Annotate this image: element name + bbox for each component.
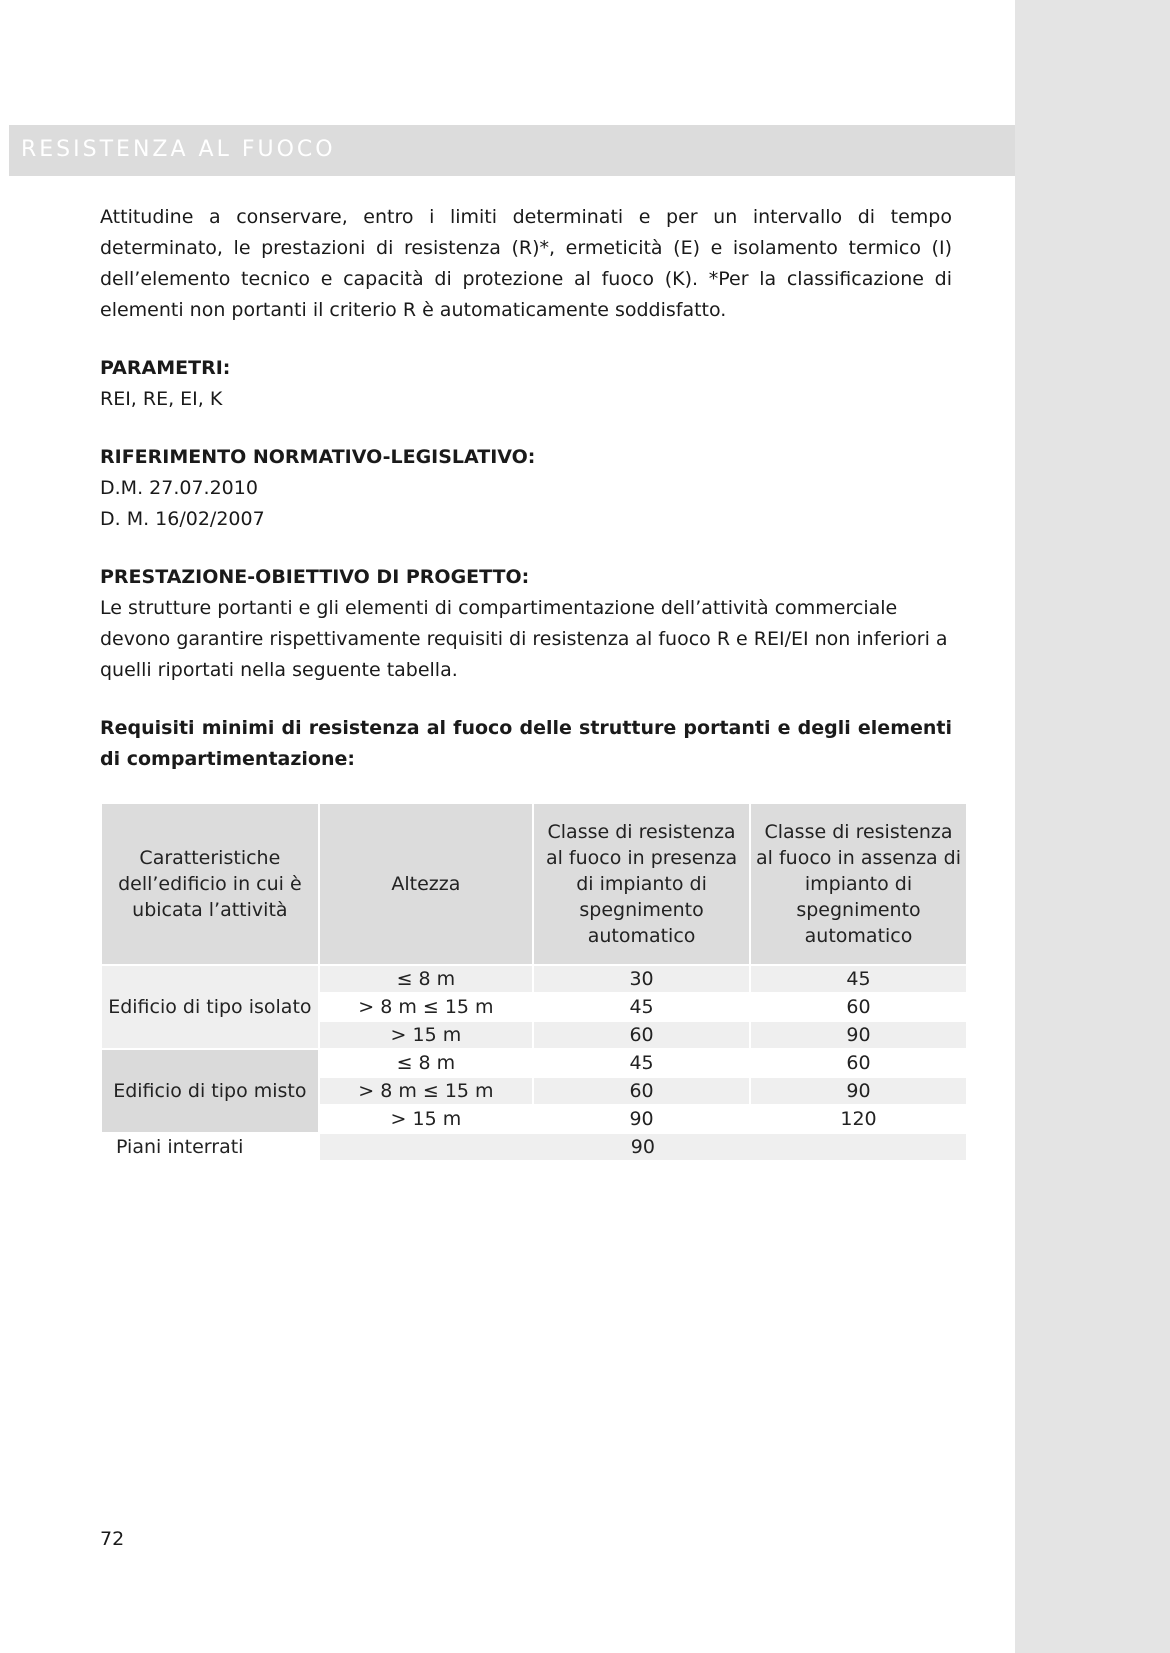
table-row xyxy=(102,1050,966,1076)
value-cell: 60 xyxy=(534,1022,749,1048)
value-cell: 120 xyxy=(751,1106,966,1132)
riferimento-heading: RIFERIMENTO NORMATIVO-LEGISLATIVO: xyxy=(100,446,536,468)
table-header-row xyxy=(102,804,966,964)
value-cell: 90 xyxy=(751,1078,966,1104)
header-cell: Classe di resistenza al fuoco in presenza di impianto di spegnimento automatico xyxy=(534,804,749,964)
footer-label: Piani interrati xyxy=(102,1134,318,1160)
altezza-cell: > 15 m xyxy=(320,1022,532,1048)
content xyxy=(100,202,952,775)
requirements-table xyxy=(100,802,968,1162)
prestazione-heading: PRESTAZIONE-OBIETTIVO DI PROGETTO: xyxy=(100,566,530,588)
altezza-cell: > 8 m ≤ 15 m xyxy=(320,1078,532,1104)
group-label: Edificio di tipo misto xyxy=(102,1050,318,1132)
value-cell: 60 xyxy=(751,994,966,1020)
value-cell: 45 xyxy=(534,1050,749,1076)
table-row xyxy=(102,966,966,992)
header-cell: Altezza xyxy=(320,804,532,964)
section-header xyxy=(9,125,1015,176)
altezza-cell: ≤ 8 m xyxy=(320,1050,532,1076)
page-number: 72 xyxy=(100,1528,125,1550)
value-cell: 45 xyxy=(534,994,749,1020)
section-title: RESISTENZA AL FUOCO xyxy=(21,137,336,162)
value-cell: 90 xyxy=(534,1106,749,1132)
altezza-cell: > 15 m xyxy=(320,1106,532,1132)
table-row xyxy=(102,1134,966,1160)
value-cell: 45 xyxy=(751,966,966,992)
table-title: Requisiti minimi di resistenza al fuoco delle strutture portanti e degli elementi di compartimentazione: xyxy=(100,717,952,770)
side-band xyxy=(1015,0,1170,1653)
altezza-cell: > 8 m ≤ 15 m xyxy=(320,994,532,1020)
header-cell: Caratteristiche dell’edificio in cui è ubicata l’attività xyxy=(102,804,318,964)
group-label: Edificio di tipo isolato xyxy=(102,966,318,1048)
header-cell: Classe di resistenza al fuoco in assenza di impianto di spegnimento automatico xyxy=(751,804,966,964)
riferimento-line: D.M. 27.07.2010 xyxy=(100,477,258,499)
intro-paragraph: Attitudine a conservare, entro i limiti determinati e per un intervallo di tempo determinato, le prestazioni di resistenza (R)*, ermeticità (E) e isolamento termico (I) dell’elemento tecnico e capacità di protezione al fuoco (K). *Per la classificazione di elementi non portanti il criterio R è automaticamente soddisfatto. xyxy=(100,206,952,321)
value-cell: 60 xyxy=(534,1078,749,1104)
value-cell: 90 xyxy=(751,1022,966,1048)
altezza-cell: ≤ 8 m xyxy=(320,966,532,992)
footer-value: 90 xyxy=(320,1134,966,1160)
parametri-value: REI, RE, EI, K xyxy=(100,388,223,410)
value-cell: 30 xyxy=(534,966,749,992)
value-cell: 60 xyxy=(751,1050,966,1076)
parametri-heading: PARAMETRI: xyxy=(100,357,231,379)
riferimento-line: D. M. 16/02/2007 xyxy=(100,508,265,530)
prestazione-text: Le strutture portanti e gli elementi di compartimentazione dell’attività commerciale devono garantire rispettivamente requisiti di resistenza al fuoco R e REI/EI non inferiori a quelli riportati nella seguente tabella. xyxy=(100,597,948,681)
